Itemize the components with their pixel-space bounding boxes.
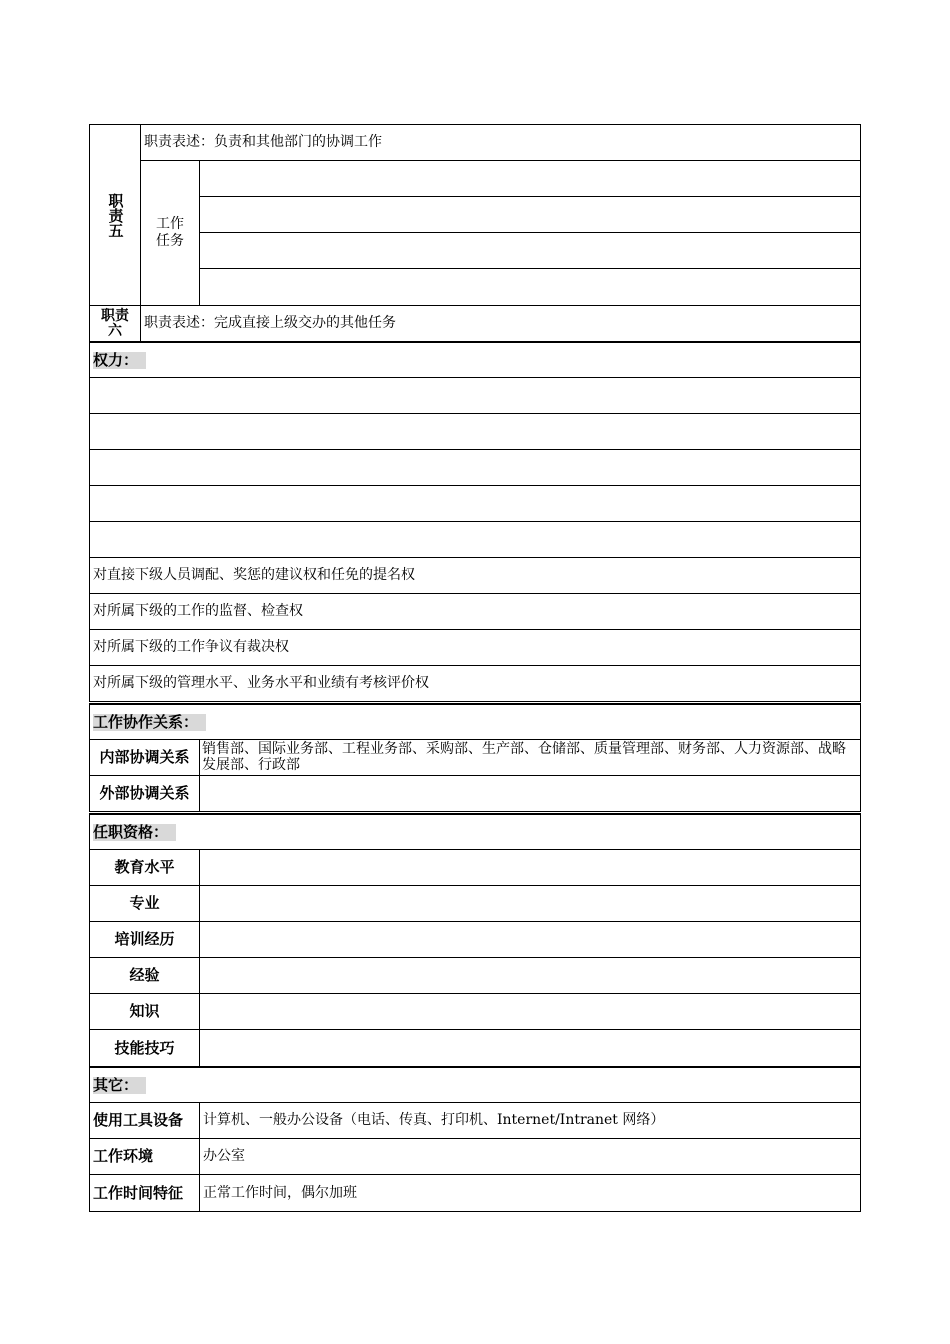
qualification-label: 专业 (89, 885, 200, 922)
qualifications-section-title: 任职资格： (89, 813, 861, 850)
duty6-description: 职责表述：完成直接上级交办的其他任务 (140, 305, 861, 342)
other-label: 工作时间特征 (89, 1174, 200, 1212)
authority-row: 对所属下级的管理水平、业务水平和业绩有考核评价权 (89, 665, 861, 702)
qualification-label: 知识 (89, 993, 200, 1030)
authority-row (89, 449, 861, 486)
qualification-label: 技能技巧 (89, 1029, 200, 1067)
authority-row: 对所属下级的工作的监督、检查权 (89, 593, 861, 630)
duty6-label: 职责六 (89, 305, 141, 342)
duty5-task-row (199, 232, 861, 269)
qualification-value (199, 1029, 861, 1067)
other-value: 办公室 (199, 1138, 861, 1175)
other-section-title: 其它： (89, 1066, 861, 1103)
qualification-value (199, 849, 861, 886)
qualification-value (199, 993, 861, 1030)
job-description-form (89, 124, 861, 1212)
authority-row (89, 413, 861, 450)
duty5-task-label: 工作任务 (140, 160, 200, 306)
qualification-label: 经验 (89, 957, 200, 994)
other-label: 工作环境 (89, 1138, 200, 1175)
collab-external-value (199, 775, 861, 812)
authority-row (89, 485, 861, 522)
authority-row (89, 377, 861, 414)
duty5-task-row (199, 160, 861, 197)
duty5-label: 职责五 (89, 124, 141, 306)
collab-internal-value: 销售部、国际业务部、工程业务部、采购部、生产部、仓储部、质量管理部、财务部、人力资源部、战略发展部、行政部 (199, 739, 861, 776)
duty5-description: 职责表述：负责和其他部门的协调工作 (140, 124, 861, 161)
qualification-label: 教育水平 (89, 849, 200, 886)
authority-row: 对直接下级人员调配、奖惩的建议权和任免的提名权 (89, 557, 861, 594)
qualification-value (199, 921, 861, 958)
authority-row (89, 521, 861, 558)
qualification-value (199, 957, 861, 994)
collab-internal-label: 内部协调关系 (89, 739, 200, 776)
collab-external-label: 外部协调关系 (89, 775, 200, 812)
collab-section-title: 工作协作关系： (89, 703, 861, 740)
other-value: 计算机、一般办公设备（电话、传真、打印机、Internet/Intranet 网络） (199, 1102, 861, 1139)
other-value: 正常工作时间，偶尔加班 (199, 1174, 861, 1212)
qualification-label: 培训经历 (89, 921, 200, 958)
authority-row: 对所属下级的工作争议有裁决权 (89, 629, 861, 666)
other-label: 使用工具设备 (89, 1102, 200, 1139)
qualification-value (199, 885, 861, 922)
duty5-task-row (199, 196, 861, 233)
authority-section-title: 权力： (89, 341, 861, 378)
duty5-task-row (199, 268, 861, 306)
